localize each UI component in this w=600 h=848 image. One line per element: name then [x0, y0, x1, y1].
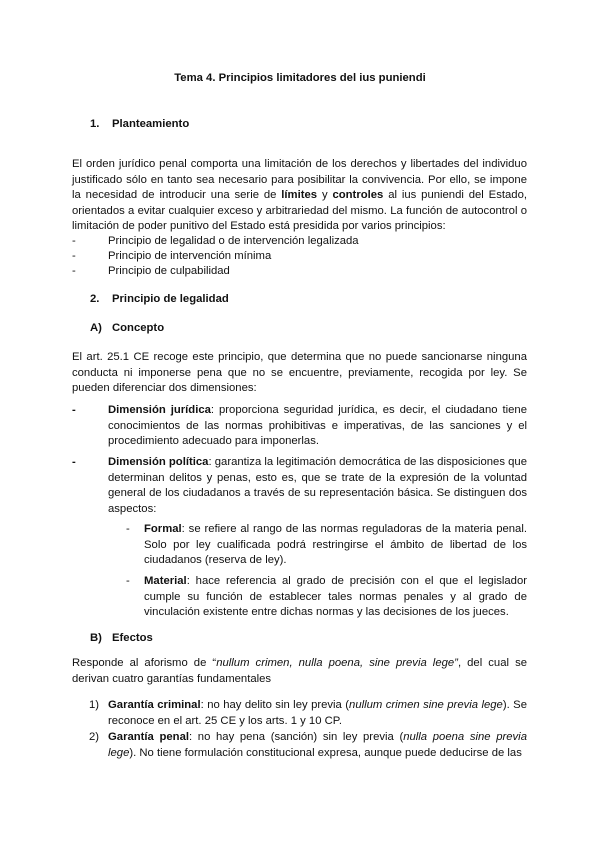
- aspect-material-item: - Material: hace referencia al grado de precisión con el que el legislador cumple su función de establecer tales normas penales y al grado de vinculación existente entre dichas normas y las decisiones de los jueces.: [126, 575, 527, 619]
- term-controles: controles: [332, 189, 384, 202]
- section-1-title: Planteamiento: [112, 118, 190, 130]
- dimension-juridica-item: - Dimensión jurídica: proporciona seguridad jurídica, es decir, el ciudadano tiene conocimientos de las normas prohibitivas e imperativas, de las sanciones y el procedimiento adecuado para imponerlas.: [72, 404, 527, 448]
- section-1-heading: [90, 118, 189, 130]
- section-2-heading: [90, 293, 229, 305]
- subsection-b-heading: B) Efectos: [90, 632, 153, 644]
- subsection-a-heading: A) Concepto: [90, 322, 165, 334]
- aspect-formal-item: - Formal: se refiere al rango de las normas reguladoras de la materia penal. Solo por ley cualificada podrá restringirse el ámbito de libertad de los ciudadanos (reserva de ley).: [126, 523, 527, 567]
- section-1-number: 1.: [90, 118, 100, 130]
- concept-paragraph: El art. 25.1 CE recoge este principio, que determina que no puede sancionarse ninguna conducta ni imponerse pena que no se encuentre, previamente, recogida por ley. Se pueden diferenciar dos dimensiones:: [72, 351, 527, 395]
- document-title: Tema 4. Principios limitadores del ius puniendi: [174, 72, 426, 84]
- term-limites: límites: [281, 189, 318, 202]
- section-2-number: 2.: [90, 293, 100, 305]
- effects-paragraph: Responde al aforismo de “nullum crimen, nulla poena, sine previa lege”, del cual se derivan cuatro garantías fundamentales: [72, 657, 527, 685]
- garantia-penal-item: 2) Garantía penal: no hay pena (sanción) sin ley previa (nulla poena sine previa lege). No tiene formulación constitucional expresa, aunque puede deducirse de las: [89, 731, 527, 759]
- section-2-title: Principio de legalidad: [112, 293, 229, 305]
- document-page: Tema 4. Principios limitadores del ius puniendi 1. Planteamiento El orden jurídico penal comporta una limitación de los derechos y libertades del individuo justificado sólo en tanto sea necesario para posibilitar la convivencia. Por ello, se impone la necesidad de introducir una serie de límites y controles al ius puniendi del Estado, orientados a evitar cualquier exceso y arbitrariedad del mismo. La función de autocontrol o limitación de poder punitivo del Estado está presidida por varios principios: - Principio de legalidad o de intervención legalizada - Principio de intervención mínima - Principio de culpabilidad 2. Principio de legalidad A) Concepto El art. 25.1 CE recoge este principio, que determina que no puede sancionarse ninguna conducta ni imponerse pena que no se encuentre, previamente, recogida por ley. Se pueden diferenciar dos dimensiones: - Dimensión jurídica: proporciona seguridad jurídica, es decir, el ciudadano tiene conocimientos de las normas prohibitivas e imperativas, de las sanciones y el procedimiento adecuado para imponerlas. - Dimensión política: garantiza la legitimación democrática de las disposiciones que determinan delitos y penas, esto es, que se trate de la expresión de la voluntad general de los ciudadanos a través de su representación básica. Se distinguen dos aspectos: - Formal: se refiere al rango de las normas reguladoras de la materia penal. Solo por ley cualificada podrá restringirse el ámbito de libertad de los ciudadanos (reserva de ley). - Material: hace referencia al grado de precisión con el que el legislador cumple su función de establecer tales normas penales y al grado de vinculación existente entre dichas normas y las decisiones de los jueces. B) Efectos Responde al aforismo de “nullum crimen, nulla poena, sine previa lege”, del cual se derivan cuatro garantías fundamentales 1) Garantía criminal: no hay delito sin ley previa (nullum crimen sine previa lege). Se reconoce en el art. 25 CE y los arts. 1 y 10 CP. 2) Garantía penal: no hay pena (sanción) sin ley previa (nulla poena sine previa lege). No tiene formulación constitucional expresa, aunque puede deducirse de las: [0, 0, 600, 848]
- dimension-politica-item: - Dimensión política: garantiza la legitimación democrática de las disposiciones que determinan delitos y penas, esto es, que se trate de la expresión de la voluntad general de los ciudadanos a través de su representación básica. Se distinguen dos aspectos:: [72, 456, 527, 515]
- garantia-criminal-item: 1) Garantía criminal: no hay delito sin ley previa (nullum crimen sine previa lege). Se reconoce en el art. 25 CE y los arts. 1 y 10 CP.: [89, 699, 528, 727]
- section-1-paragraph: El orden jurídico penal comporta una limitación de los derechos y libertades del individuo justificado sólo en tanto sea necesario para posibilitar la convivencia. Por ello, se impone la necesidad de introducir una serie de límites y controles al ius puniendi del Estado, orientados a evitar cualquier exceso y arbitrariedad del mismo. La función de autocontrol o limitación de poder punitivo del Estado está presidida por varios principios:: [72, 158, 527, 233]
